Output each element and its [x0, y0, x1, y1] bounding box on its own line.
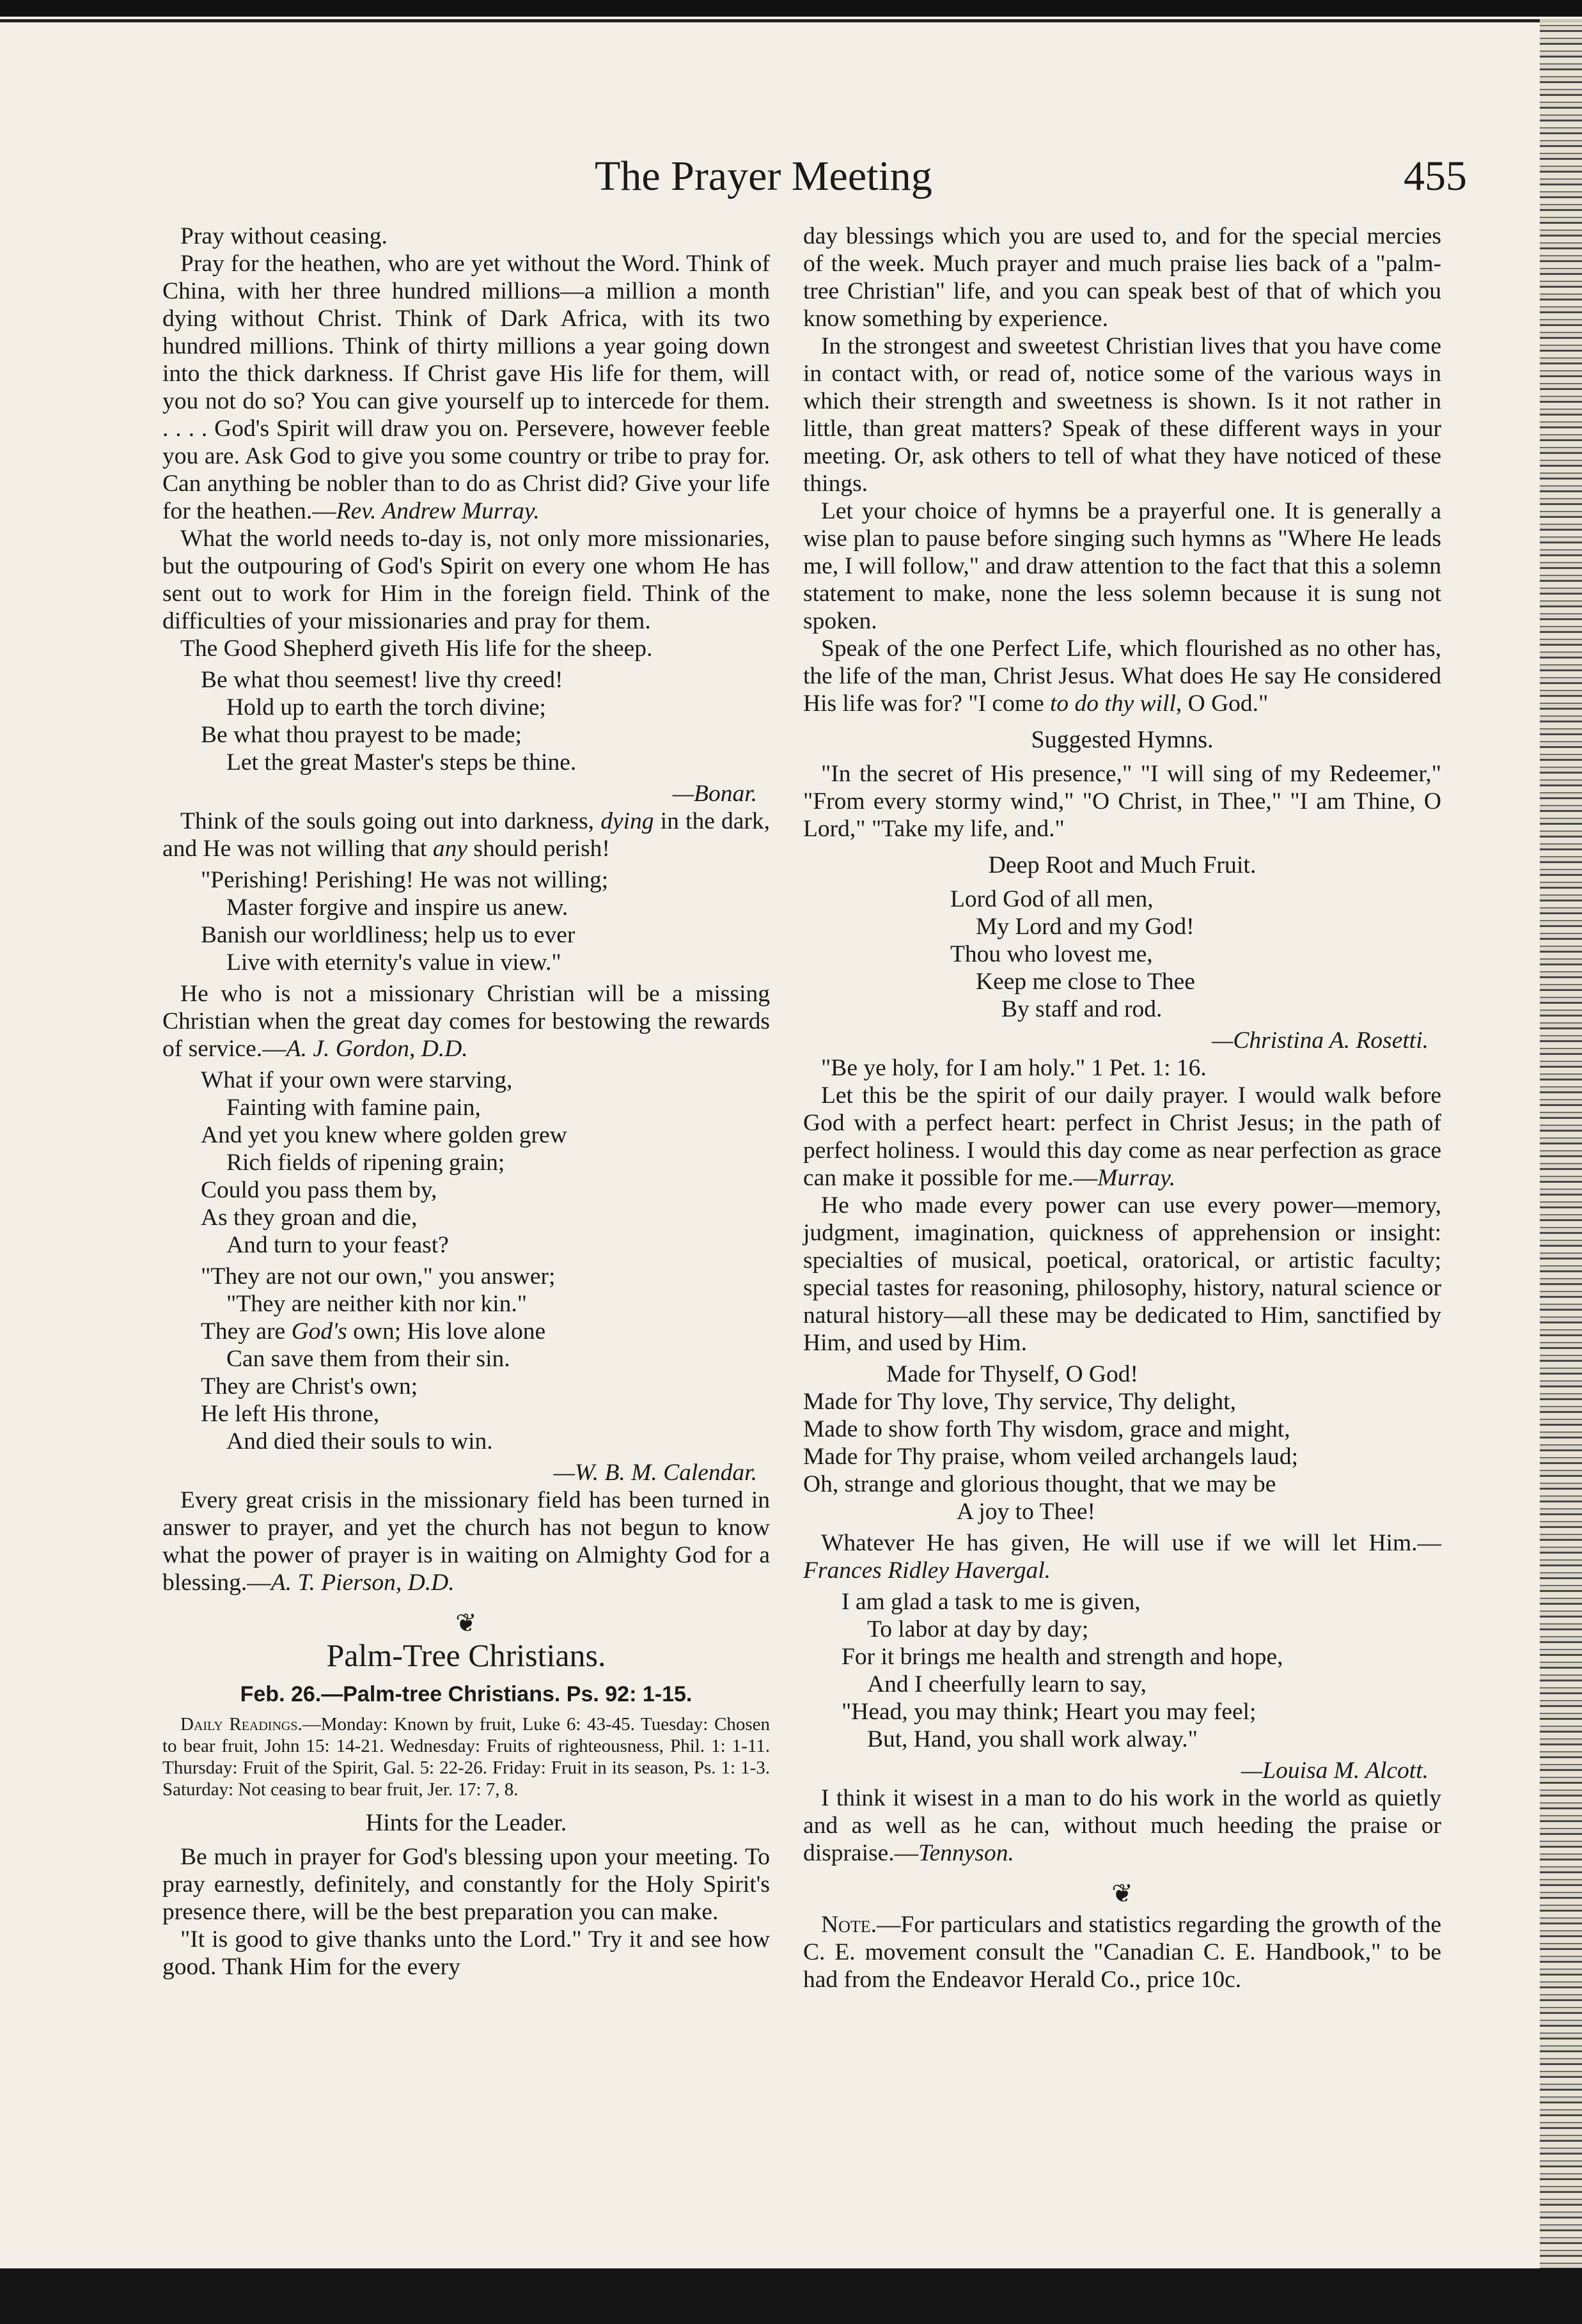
poem-line: He left His throne,	[201, 1401, 380, 1427]
poem-line: Made for Thyself, O God!	[886, 1361, 1139, 1387]
poem-line: As they groan and die,	[201, 1205, 418, 1231]
note: Note.—For particulars and statistics regarding the growth of the C. E. movement consult the "Canadian C. E. Handbook," to be had from the Endeavor Herald Co., price 10c.	[803, 1912, 1441, 1993]
daily-readings: Daily Readings.—Monday: Known by fruit, Luke 6: 43-45. Tuesday: Chosen to bear fruit, John 15: 14-21. Wednesday: Fruits of righteousness, Phil. 1: 1-11. Thursday: Fruit of the Spirit, Gal. 5: 22-26. Friday: Fruit in its season, Ps. 1: 1-3. Saturday: Not ceasing to bear fruit, Jer. 17: 7, 8.	[162, 1714, 770, 1800]
poem-line: "They are not our own," you answer;	[201, 1263, 556, 1290]
poem-line: Can save them from their sin.	[226, 1346, 510, 1372]
poem-line: Lord God of all men,	[950, 886, 1154, 912]
attribution: —Bonar.	[672, 781, 757, 807]
poem-line: Hold up to earth the torch divine;	[226, 694, 546, 721]
ornament-icon: ❦	[455, 1609, 477, 1637]
poem-line: And I cheerfully learn to say,	[867, 1671, 1147, 1697]
poem-line: And died their souls to win.	[226, 1428, 493, 1454]
paragraph: Think of the souls going out into darkness, dying in the dark, and He was not willing that any should perish!	[162, 808, 770, 862]
top-border-thin	[0, 19, 1582, 22]
poem-line: My Lord and my God!	[976, 914, 1194, 940]
running-header	[595, 152, 1467, 203]
section-title: Palm-Tree Christians.	[326, 1637, 606, 1673]
ornament-icon: ❦	[1111, 1879, 1133, 1908]
scripture-verse: "Be ye holy, for I am holy." 1 Pet. 1: 16.	[821, 1055, 1207, 1081]
paragraph: day blessings which you are used to, and for the special mercies of the week. Much prayer and much praise lies back of a "palm-tree Christian" life, and you can speak best of that of which you know something by experience.	[803, 223, 1441, 332]
paragraph: Every great crisis in the missionary field has been turned in answer to prayer, and yet the church has not begun to know what the power of prayer is in waiting on Almighty God for a blessing.—A. T. Pierson, D.D.	[162, 1487, 770, 1596]
paragraph: In the strongest and sweetest Christian lives that you have come in contact with, or read of, notice some of the various ways in which their strength and sweetness is shown. Is it not rather in little, than great matters? Speak of these different ways in your meeting. Or, ask others to tell of what they have noticed of these things.	[803, 333, 1441, 497]
poem-line: Keep me close to Thee	[976, 969, 1195, 995]
top-border	[0, 0, 1582, 17]
poem-line: Thou who lovest me,	[950, 941, 1153, 967]
paragraph: Pray for the heathen, who are yet without the Word. Think of China, with her three hundred millions—a million a month dying without Christ. Think of Dark Africa, with its two hundred millions. Think of thirty millions a year going down into the thick darkness. If Christ gave His life for them, will you not do so? You can give yourself up to intercede for them. . . . . God's Spirit will draw you on. Persevere, however feeble you are. Ask God to give you some country or tribe to pray for. Can anything be nobler than to do as Christ did? Give your life for the heathen.—Rev. Andrew Murray.	[162, 251, 770, 524]
paragraph: "In the secret of His presence," "I will sing of my Redeemer," "From every stormy wind," "O Christ, in Thee," "I am Thine, O Lord," "Take my life, and."	[803, 761, 1441, 842]
paragraph: Whatever He has given, He will use if we will let Him.—Frances Ridley Havergal.	[803, 1530, 1441, 1584]
page-number: 455	[1404, 153, 1467, 199]
poem	[842, 1588, 1441, 1753]
poem-line: Made to show forth Thy wisdom, grace and might,	[803, 1416, 1290, 1442]
attribution: A. J. Gordon, D.D.	[286, 1036, 468, 1062]
poem-line: By staff and rod.	[1001, 996, 1163, 1022]
lesson-reference: Feb. 26.—Palm-tree Christians. Ps. 92: 1-15.	[240, 1682, 693, 1706]
paragraph: Speak of the one Perfect Life, which flourished as no other has, the life of the man, Christ Jesus. What does He say He considered His life was for? "I come to do thy will, O God."	[803, 636, 1441, 717]
paragraph: He who made every power can use every power—memory, judgment, imagination, quickness of apprehension or insight: specialties of musical, poetical, oratorical, or artistic faculty; special tastes for reasoning, philosophy, history, natural science or natural history—all these may be dedicated to Him, sanctified by Him, and used by Him.	[803, 1192, 1441, 1356]
paragraph: Be much in prayer for God's blessing upon your meeting. To pray earnestly, definitely, and constantly for the Holy Spirit's presence there, will be the best preparation you can make.	[162, 1844, 770, 1925]
poem	[950, 885, 1441, 1023]
paragraph: "It is good to give thanks unto the Lord." Try it and see how good. Thank Him for the every	[162, 1926, 770, 1980]
poem-line: "Perishing! Perishing! He was not willing;	[201, 867, 609, 893]
paragraph: Let your choice of hymns be a prayerful one. It is generally a wise plan to pause before singing such hymns as "Where He leads me, I will follow," and draw attention to the fact that this a solemn statement to make, none the less solemn because it is sung not spoken.	[803, 498, 1441, 634]
poem-line: But, Hand, you shall work alway."	[867, 1726, 1198, 1752]
paragraph: I think it wisest in a man to do his work in the world as quietly and as well as he can, without much heeding the praise or dispraise.—Tennyson.	[803, 1785, 1441, 1866]
poem-line: Be what thou prayest to be made;	[201, 722, 522, 748]
poem-line: Fainting with famine pain,	[226, 1095, 481, 1121]
poem-line: Could you pass them by,	[201, 1177, 437, 1203]
poem-line: Made for Thy praise, whom veiled archangels laud;	[803, 1444, 1299, 1470]
running-title: The Prayer Meeting	[595, 153, 932, 199]
subsection-title: Suggested Hymns.	[1031, 726, 1214, 753]
paragraph: The Good Shepherd giveth His life for the sheep.	[180, 636, 653, 662]
poem-line: Live with eternity's value in view."	[226, 949, 561, 976]
attribution: —Christina A. Rosetti.	[1212, 1027, 1429, 1054]
poem-line: Made for Thy love, Thy service, Thy delight,	[803, 1389, 1236, 1415]
poem	[803, 1361, 1441, 1525]
poem-line: Master forgive and inspire us anew.	[226, 894, 568, 921]
poem-line: Oh, strange and glorious thought, that we may be	[803, 1471, 1276, 1497]
poem-line: Rich fields of ripening grain;	[226, 1150, 505, 1176]
poem-line: They are God's own; His love alone	[201, 1318, 546, 1345]
right-column	[803, 222, 1441, 1993]
attribution: Rev. Andrew Murray.	[336, 498, 540, 524]
poem-line: Let the great Master's steps be thine.	[226, 749, 577, 776]
poem-line: What if your own were starving,	[201, 1067, 513, 1093]
poem-line: "Head, you may think; Heart you may feel;	[842, 1699, 1257, 1725]
poem-line: Banish our worldliness; help us to ever	[201, 922, 576, 948]
poem-line: To labor at day by day;	[867, 1616, 1089, 1642]
poem	[201, 866, 770, 976]
attribution: Tennyson.	[918, 1840, 1014, 1866]
attribution: —Louisa M. Alcott.	[1241, 1758, 1429, 1784]
poem-line: And turn to your feast?	[226, 1232, 449, 1258]
poem-line: For it brings me health and strength and hope,	[842, 1644, 1283, 1670]
poem-line: I am glad a task to me is given,	[842, 1589, 1141, 1615]
subsection-title: Hints for the Leader.	[365, 1809, 567, 1836]
attribution: Murray.	[1097, 1165, 1176, 1191]
page-edge-scan	[1540, 19, 1582, 2270]
poem-line: A joy to Thee!	[957, 1499, 1095, 1525]
attribution: —W. B. M. Calendar.	[553, 1460, 757, 1486]
paragraph: Pray without ceasing.	[180, 223, 388, 249]
poem	[201, 1263, 770, 1455]
poem	[201, 1066, 770, 1259]
attribution: A. T. Pierson, D.D.	[270, 1570, 455, 1596]
poem-line: They are Christ's own;	[201, 1373, 418, 1400]
left-column	[162, 222, 770, 1981]
paragraph: Let this be the spirit of our daily prayer. I would walk before God with a perfect heart: perfect in Christ Jesus; in the path of perfect holiness. I would this day come as near perfection as grace can make it possible for me.—Murray.	[803, 1082, 1441, 1191]
poem-line: Be what thou seemest! live thy creed!	[201, 667, 563, 693]
attribution: Frances Ridley Havergal.	[803, 1557, 1051, 1584]
subsection-title: Deep Root and Much Fruit.	[988, 852, 1257, 878]
poem	[201, 666, 770, 776]
poem-line: "They are neither kith nor kin."	[226, 1291, 528, 1317]
bottom-border	[0, 2268, 1582, 2324]
paragraph: What the world needs to-day is, not only more missionaries, but the outpouring of God's Spirit on every one whom He has sent out to work for Him in the foreign field. Think of the difficulties of your missionaries and pray for them.	[162, 526, 770, 634]
paragraph: He who is not a missionary Christian will be a missing Christian when the great day comes for bestowing the rewards of service.—A. J. Gordon, D.D.	[162, 981, 770, 1062]
poem-line: And yet you knew where golden grew	[201, 1122, 567, 1148]
